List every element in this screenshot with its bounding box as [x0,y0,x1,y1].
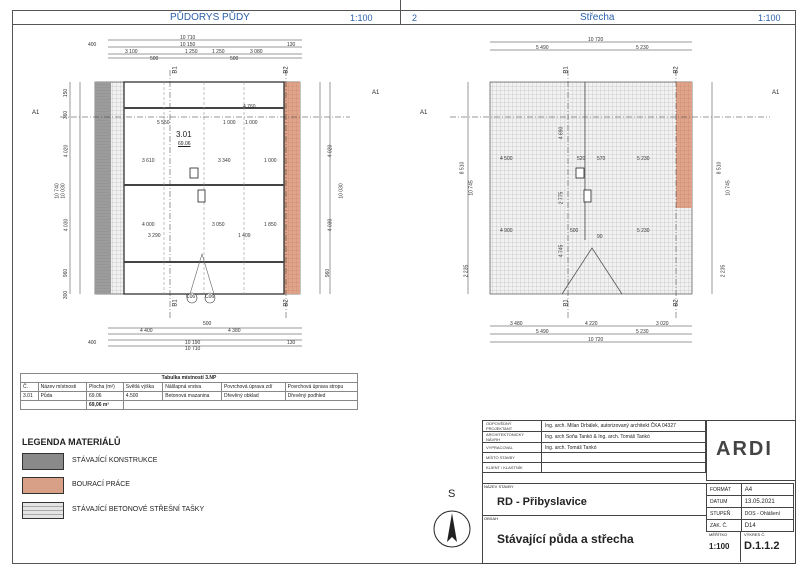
dim-label: 130 [287,42,296,48]
dim-label: 500 [203,321,212,327]
dim-label: 4 500 [500,156,513,162]
attic-floor-plan [40,30,370,360]
right-view-scale: 1:100 [758,13,781,23]
dim-label: 520 [577,156,586,162]
dim-label: 10 190 [185,340,201,346]
room-table-title: Tabulka místností 3.NP [21,374,358,383]
circle-label: C06 [205,294,215,300]
vykres-label: VÝKRES Č. [744,532,766,537]
dim-label: 4 020 [63,144,70,158]
tb-divider [740,531,741,562]
dim-label: 4 020 [327,144,334,158]
project-name: RD - Přibyslavice [497,496,587,508]
dim-label: 8 510 [459,161,466,175]
dim-label: 1 000 [223,120,236,126]
dim-label: 4 030 [327,218,334,232]
dim-label: 1 000 [264,158,277,164]
left-view-scale: 1:100 [350,13,373,23]
legend-swatch-tiles [22,502,64,519]
dim-label: 10 745 [725,180,732,196]
room-table-cell: 4.500 [123,392,162,401]
legend-swatch-existing [22,453,64,470]
legend-label: STÁVAJÍCÍ BETONOVÉ STŘEŠNÍ TAŠKY [72,506,205,513]
dim-label: 300 [63,290,70,300]
dim-label: 10 720 [588,337,604,343]
dim-label: 5 230 [636,45,649,51]
north-arrow-icon [431,508,473,550]
tb-label: VYPRACOVAL [483,443,542,453]
dim-label: 1 250 [185,49,198,55]
dim-label: 400 [88,340,97,346]
dim-label: 5 230 [636,329,649,335]
meritko-label: MĚŘÍTKO [709,532,728,537]
dim-label: 3 100 [125,49,138,55]
room-table-cell: Dřevěný obklad [221,392,285,401]
section-label-bottom: B2 [673,299,680,307]
room-table-spacer [21,401,87,410]
dim-label: 130 [287,340,296,346]
section-label-top: B2 [283,66,290,74]
dim-label: 3 290 [148,233,161,239]
dim-label: 10 710 [180,35,196,41]
dim-label: 2 775 [558,191,565,205]
section-label-top: B1 [563,66,570,74]
dim-label: 1 000 [245,120,258,126]
section-label-bottom: B1 [563,299,570,307]
scale-value: 1:100 [709,542,730,551]
room-table-header: Povrchová úprava zdí [221,383,285,392]
dim-label: 90 [597,234,603,240]
dim-label: 3 480 [510,321,523,327]
dim-label: 4 380 [228,328,241,334]
dim-label: 4 400 [140,328,153,334]
dim-label: 500 [230,56,239,62]
room-table-cell: 3.01 [21,392,39,401]
tb-value: Ing. arch. Milan Drbálek, autorizovaný architekt ČKA 04327 [542,421,706,432]
dim-label: 2 235 [720,264,727,278]
tb-label: ZAK. Č. [707,520,742,532]
room-area: 69.06 [178,141,191,147]
dim-label: 1 409 [238,233,251,239]
tb-label: KLIENT / KLASTNÍK [483,463,542,473]
dim-label: 570 [597,156,606,162]
dim-label: 4 900 [500,228,513,234]
title-block-info [482,420,706,473]
dim-label: 5 230 [637,228,650,234]
dim-label: 4 000 [142,222,155,228]
circle-label: C06 [186,294,196,300]
dim-label: 10 710 [185,346,201,352]
dim-label: 5 550 [157,120,170,126]
room-table-cell: 69.06 [87,392,124,401]
dim-label: 2 235 [463,264,470,278]
dim-label: 10 030 [60,183,67,199]
room-table-cell: Půda [38,392,86,401]
tb-label: FORMÁT [707,484,742,496]
section-label-bottom: B1 [172,299,179,307]
right-view-number: 2 [412,13,418,23]
room-table-header: Název místnosti [38,383,86,392]
drawing-number: D.1.1.2 [744,540,780,552]
dim-label: 1 850 [264,222,277,228]
company-logo: ARDI [716,438,773,460]
dim-label: 3 050 [212,222,225,228]
dim-label: 960 [325,268,332,278]
room-table-header: Č. [21,383,39,392]
dim-label: 3 080 [250,49,263,55]
dim-label: 3 340 [218,158,231,164]
section-label-top: B2 [673,66,680,74]
left-view-title: PŮDORYS PŮDY [170,12,250,23]
room-table-header: Plocha (m²) [87,383,124,392]
tb-value: Ing. arch Soňa Tankó & Ing. arch. Tomáš Tankó [542,432,706,443]
tb-divider [482,515,706,516]
tb-label: ODPOVĚDNÝ PROJEKTANT [483,421,542,432]
room-table [20,373,358,410]
room-table-header: Povrchová úprava stropu [285,383,357,392]
dim-label: 500 [570,228,579,234]
room-number: 3.01 [176,130,192,139]
north-label: S [448,488,456,500]
obsah-label: OBSAH [484,516,499,521]
dim-label: 10 740 [54,183,61,199]
section-label-side: A1 [32,110,40,116]
tb-value: D14 [741,520,793,532]
dim-label: 10 030 [338,183,345,199]
tb-value [542,453,706,463]
legend-label: BOURACÍ PRÁCE [72,481,130,488]
tb-label: ARCHITEKTONICKÝ NÁVRH [483,432,542,443]
dim-label: 10 720 [588,37,604,43]
dim-label: 5 490 [536,329,549,335]
tb-value: DOS - Ohlášení [741,508,793,520]
drawing-title: Stávající půda a střecha [497,532,634,546]
dim-label: 8 510 [716,161,723,175]
header-line [12,24,796,25]
dim-label: 3 610 [142,158,155,164]
stavba-label: NÁZEV STAVBY [484,484,514,489]
room-table-total: 69,06 m² [87,401,124,410]
dim-label: 960 [63,268,70,278]
title-block-side [706,483,794,532]
room-table-cell: Dřevěný podhled [285,392,357,401]
dim-label: 4 220 [585,321,598,327]
dim-label: 3 020 [656,321,669,327]
legend-title: LEGENDA MATERIÁLŮ [22,437,121,447]
section-label-bottom: B2 [283,299,290,307]
dim-label: 360 [63,110,70,120]
legend-swatch-demolition [22,477,64,494]
room-table-cell: Betonová mazanina [163,392,222,401]
section-label-top: B1 [172,66,179,74]
dim-label: 500 [150,56,159,62]
section-label-side: A1 [772,90,780,96]
tb-value: Ing. arch. Tomáš Tankó [542,443,706,453]
dim-label: 1 250 [212,49,225,55]
dim-label: 5 490 [536,45,549,51]
room-table-spacer [123,401,357,410]
dim-label: 150 [63,88,70,98]
section-label-side: A1 [420,110,428,116]
dim-label: 10 150 [180,42,196,48]
right-view-title: Střecha [580,12,615,23]
dim-label: 5 230 [637,156,650,162]
legend-label: STÁVAJÍCÍ KONSTRUKCE [72,457,158,464]
tb-divider [482,483,706,484]
section-label-side: A1 [372,90,380,96]
dim-label: 4 690 [558,126,565,140]
tb-value: A4 [741,484,793,496]
tb-label: DATUM [707,496,742,508]
tb-label: MÍSTO STAVBY [483,453,542,463]
tb-value: 13.05.2021 [741,496,793,508]
dim-label: 400 [88,42,97,48]
room-table-header: Světlá výška [123,383,162,392]
room-table-header: Nášlapná vrstva [163,383,222,392]
dim-label: 4 030 [63,218,70,232]
tb-value [542,463,706,473]
table-row [21,392,358,401]
tb-label: STUPEŇ [707,508,742,520]
header-divider [400,0,401,24]
dim-label: 10 745 [468,180,475,196]
dim-label: 4 745 [558,244,565,258]
dim-label: 4 760 [243,104,256,110]
